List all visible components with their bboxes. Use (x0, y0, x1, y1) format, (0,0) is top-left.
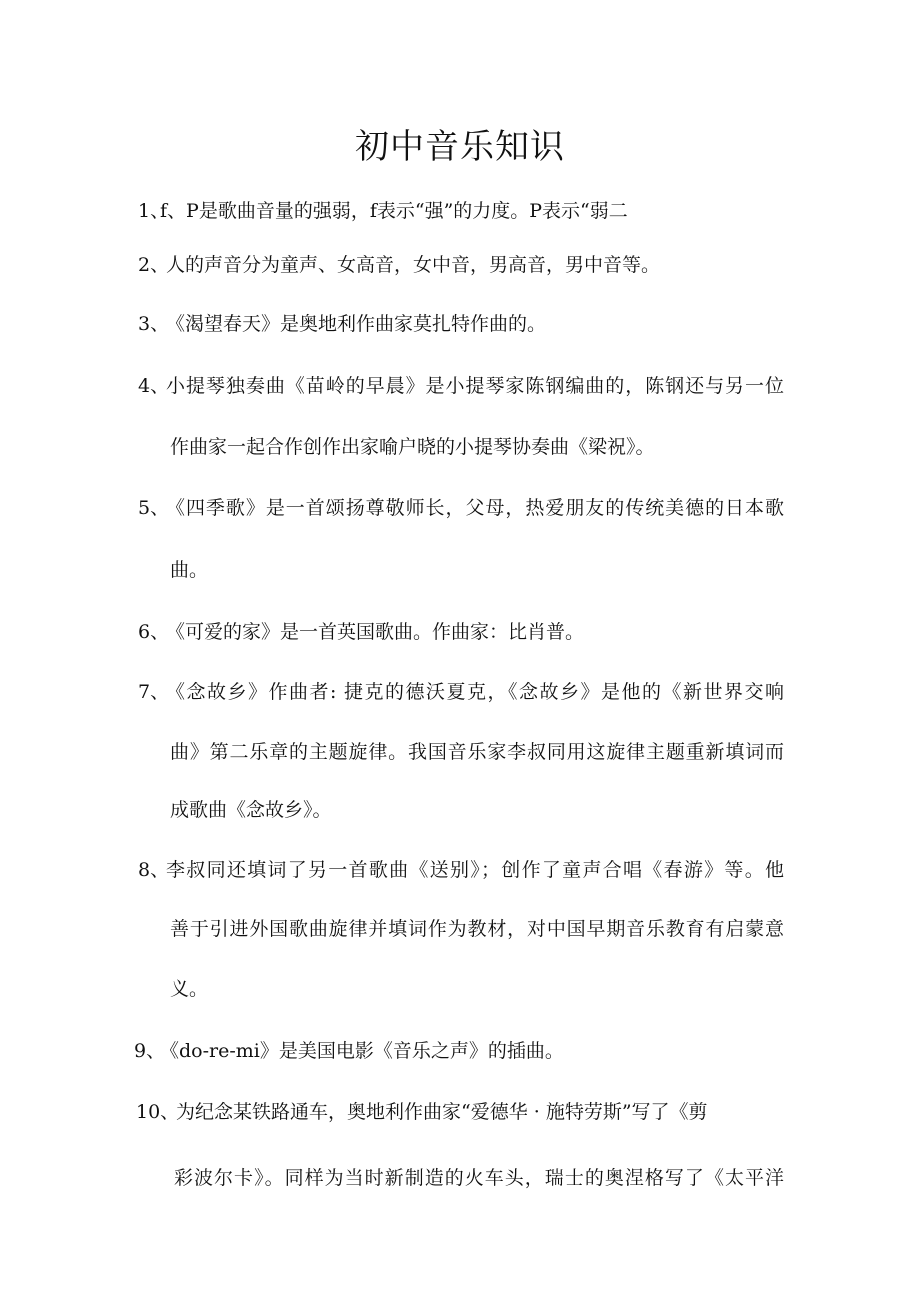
item-text: 曲》第二乐章的主题旋律。我国音乐家李叔同用这旋律主题重新填词而 (170, 741, 784, 763)
document-title: 初中音乐知识 (355, 127, 565, 167)
item-text: 作曲家一起合作创作出家喻户晓的小提琴协奏曲《梁祝》。 (170, 436, 655, 458)
item-text: 义。 (170, 978, 209, 1000)
item-number: 9、 (134, 1040, 166, 1062)
item-text: 《念故乡》作曲者: 捷克的德沃夏克，《念故乡》是他的《新世界交响 (166, 681, 784, 703)
item-number: 4、 (138, 375, 170, 397)
item-text: 李叔同还填词了另一首歌曲《送别》；创作了童声合唱《春游》等。他 (166, 859, 784, 881)
item-text: 成歌曲《念故乡》。 (170, 799, 332, 821)
item-text: 人的声音分为童声、女高音，女中音，男高音，男中音等。 (166, 254, 661, 276)
item-number: 8、 (138, 859, 170, 881)
item-number: 5、 (138, 497, 170, 519)
item-text: 彩波尔卡》。同样为当时新制造的火车头，瑞士的奥涅格写了《太平洋 (174, 1167, 784, 1189)
item-text: 曲。 (170, 559, 209, 581)
item-text: 善于引进外国歌曲旋律并填词作为教材，对中国早期音乐教育有启蒙意 (170, 918, 784, 940)
item-text: 《四季歌》是一首颂扬尊敬师长，父母，热爱朋友的传统美德的日本歌 (166, 497, 784, 519)
item-number: 1、 (138, 200, 170, 222)
item-number: 7、 (138, 681, 170, 703)
item-text: 小提琴独奏曲《苗岭的早晨》是小提琴家陈钢编曲的，陈钢还与另一位 (166, 375, 784, 397)
item-number: 2、 (138, 254, 170, 276)
item-text: 《可爱的家》是一首英国歌曲。作曲家：比肖普。 (166, 621, 585, 643)
item-text: f、P是歌曲音量的强弱，f表示“强”的力度。P表示“弱二 (160, 200, 628, 222)
item-number: 6、 (138, 621, 170, 643)
item-text: 《渴望春天》是奥地利作曲家莫扎特作曲的。 (166, 313, 547, 335)
item-text: 为纪念某铁路通车，奥地利作曲家“爱德华 · 施特劳斯”写了《剪 (176, 1101, 708, 1123)
item-number: 10、 (136, 1101, 180, 1123)
item-text: 《do-re-mi》是美国电影《音乐之声》的插曲。 (160, 1040, 564, 1062)
item-number: 3、 (138, 313, 170, 335)
